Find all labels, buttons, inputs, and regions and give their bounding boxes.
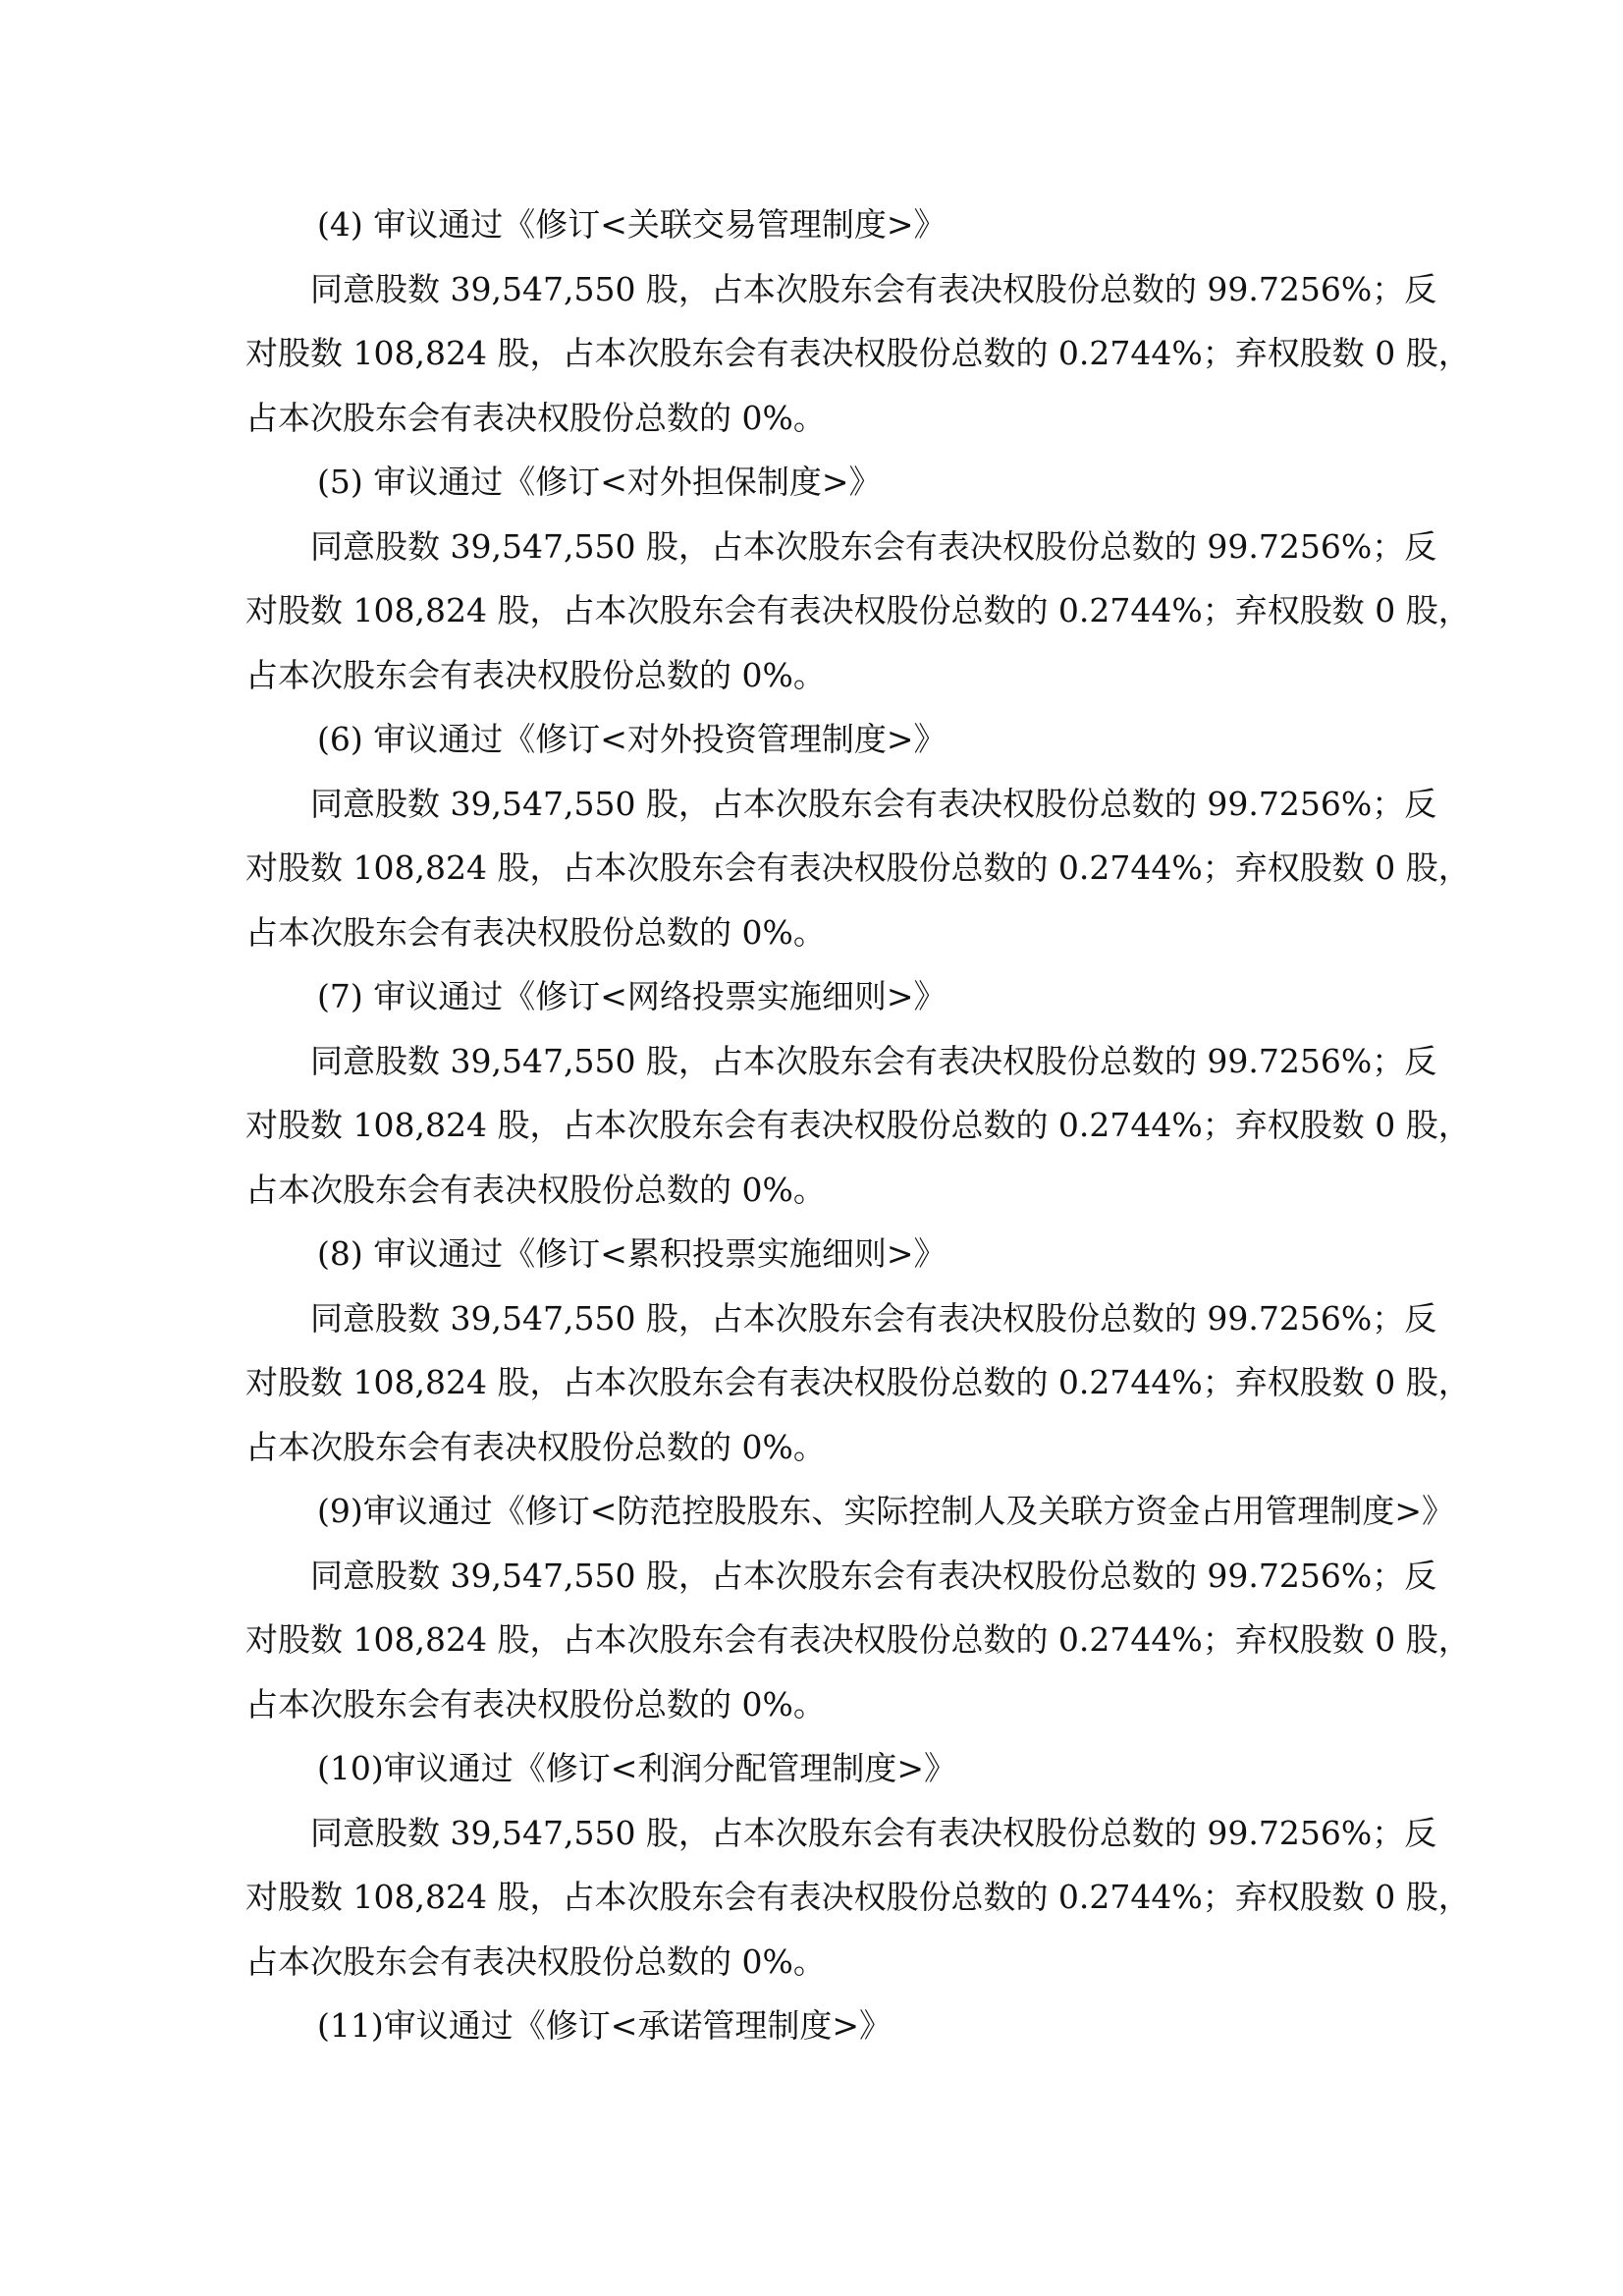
vote-result-line: 占本次股东会有表决权股份总数的 0%。 [245,1684,826,1723]
resolution-heading: (10)审议通过《修订<利润分配管理制度>》 [317,1749,957,1787]
resolution-item-5 [245,450,1471,707]
vote-result-line: 同意股数 39,547,550 股，占本次股东会有表决权股份总数的 99.7256%；反 [310,1041,1437,1080]
vote-result-line: 占本次股东会有表决权股份总数的 0%。 [245,655,826,694]
resolution-heading: (5) 审议通过《修订<对外担保制度>》 [317,463,882,501]
vote-result-line: 同意股数 39,547,550 股，占本次股东会有表决权股份总数的 99.7256%；反 [310,1813,1437,1852]
vote-result-line: 占本次股东会有表决权股份总数的 0%。 [245,1427,826,1466]
resolution-item-10 [245,1736,1471,1994]
resolution-item-9 [245,1479,1471,1736]
resolution-heading: (7) 审议通过《修订<网络投票实施细则>》 [317,977,947,1015]
vote-result-line: 对股数 108,824 股，占本次股东会有表决权股份总数的 0.2744%；弃权股数 0 股， [245,1620,1471,1659]
vote-result-line: 同意股数 39,547,550 股，占本次股东会有表决权股份总数的 99.7256%；反 [310,269,1437,308]
resolution-heading: (4) 审议通过《修订<关联交易管理制度>》 [317,205,947,244]
vote-result-line: 占本次股东会有表决权股份总数的 0%。 [245,1170,826,1209]
vote-result-line: 占本次股东会有表决权股份总数的 0%。 [245,912,826,952]
resolution-heading: (6) 审议通过《修订<对外投资管理制度>》 [317,720,947,758]
vote-result-line: 对股数 108,824 股，占本次股东会有表决权股份总数的 0.2744%；弃权股数 0 股， [245,1878,1471,1916]
vote-result-line: 占本次股东会有表决权股份总数的 0%。 [245,1941,826,1981]
vote-result-line: 对股数 108,824 股，占本次股东会有表决权股份总数的 0.2744%；弃权股数 0 股， [245,1106,1471,1144]
resolution-item-7 [245,964,1471,1222]
resolution-item-6 [245,707,1471,964]
resolution-heading: (8) 审议通过《修订<累积投票实施细则>》 [317,1234,947,1273]
vote-result-line: 同意股数 39,547,550 股，占本次股东会有表决权股份总数的 99.7256%；反 [310,784,1437,823]
vote-result-line: 对股数 108,824 股，占本次股东会有表决权股份总数的 0.2744%；弃权股数 0 股， [245,1363,1471,1401]
vote-result-line: 对股数 108,824 股，占本次股东会有表决权股份总数的 0.2744%；弃权股数 0 股， [245,334,1471,372]
resolution-heading: (9)审议通过《修订<防范控股股东、实际控制人及关联方资金占用管理制度>》 [317,1492,1455,1530]
resolution-heading: (11)审议通过《修订<承诺管理制度>》 [317,2006,893,2045]
vote-result-line: 同意股数 39,547,550 股，占本次股东会有表决权股份总数的 99.7256%；反 [310,1298,1437,1338]
vote-result-line: 对股数 108,824 股，占本次股东会有表决权股份总数的 0.2744%；弃权股数 0 股， [245,591,1471,629]
vote-result-line: 同意股数 39,547,550 股，占本次股东会有表决权股份总数的 99.7256%；反 [310,526,1437,566]
resolution-item-8 [245,1222,1471,1479]
vote-result-line: 占本次股东会有表决权股份总数的 0%。 [245,398,826,437]
vote-result-line: 对股数 108,824 股，占本次股东会有表决权股份总数的 0.2744%；弃权股数 0 股， [245,848,1471,887]
resolution-item-4 [245,192,1471,450]
resolution-item-11 [245,1994,1389,2058]
vote-result-line: 同意股数 39,547,550 股，占本次股东会有表决权股份总数的 99.7256%；反 [310,1556,1437,1595]
document-page [245,192,1471,2058]
